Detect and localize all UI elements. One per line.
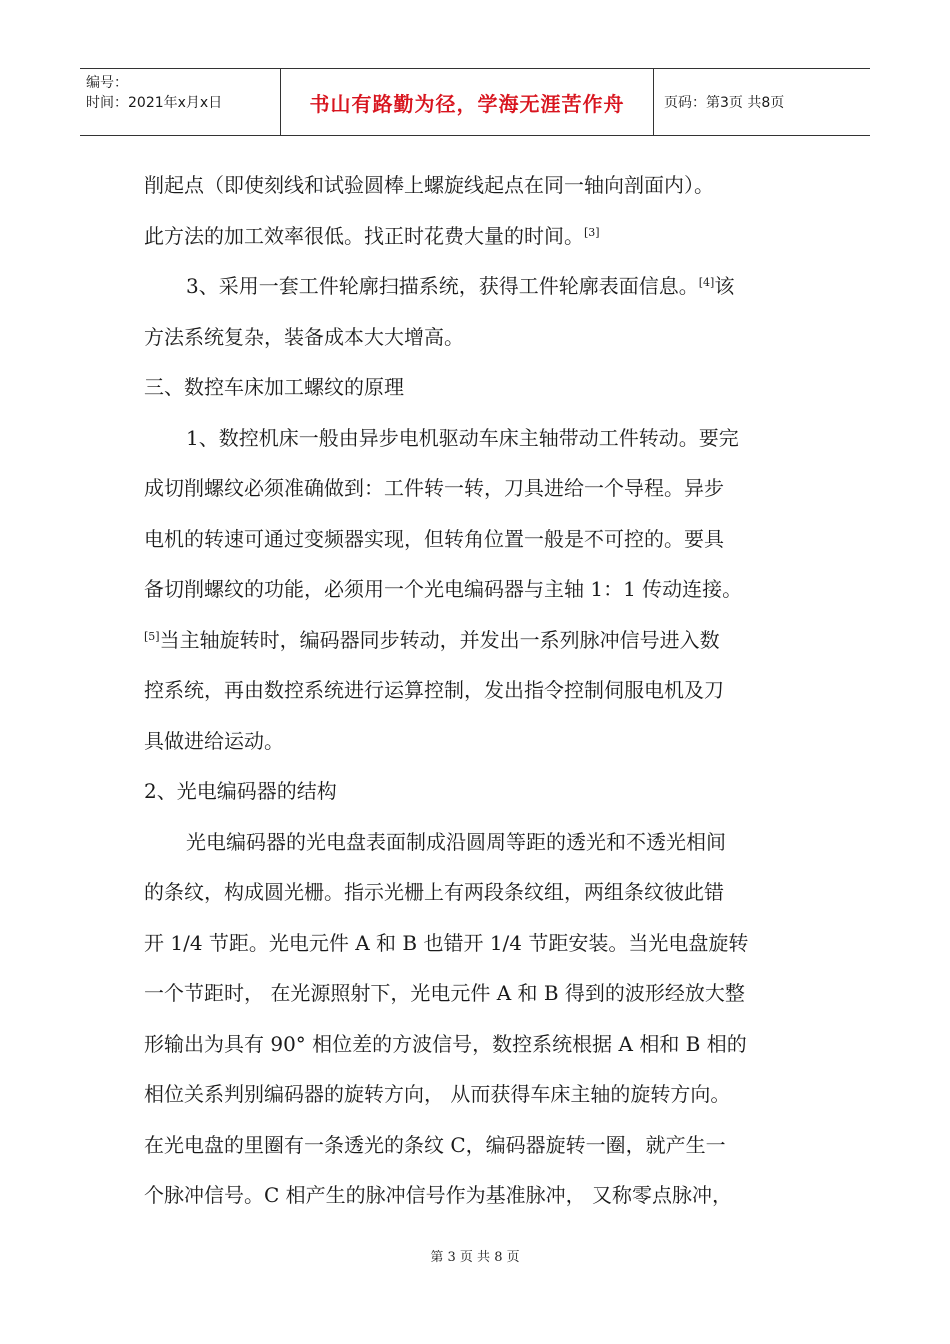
text-line <box>144 1170 808 1221</box>
text-line <box>144 1120 808 1171</box>
document-date: 时间：2021年x月x日 <box>86 95 223 111</box>
header-meta <box>80 69 280 135</box>
text-line <box>144 564 808 615</box>
line-text: 具做进给运动。 <box>144 728 284 753</box>
line-text: 控系统，再由数控系统进行运算控制，发出指令控制伺服电机及刀 <box>144 678 724 702</box>
citation-ref: [3] <box>584 225 600 239</box>
line-text: 形输出为具有 90° 相位差的方波信号，数控系统根据 A 相和 B 相的 <box>144 1031 747 1056</box>
text-line <box>144 160 808 211</box>
line-text: 电机的转速可通过变频器实现，但转角位置一般是不可控的。要具 <box>144 526 724 551</box>
text-line <box>144 413 808 464</box>
document-body <box>144 160 808 1221</box>
text-line <box>144 463 808 514</box>
line-text: 削起点（即使刻线和试验圆棒上螺旋线起点在同一轴向剖面内）。 <box>144 173 714 197</box>
header-motto: 书山有路勤为径，学海无涯苦作舟 <box>280 69 654 135</box>
text-line <box>144 362 808 413</box>
text-line <box>144 766 808 817</box>
citation-ref: [5] <box>144 629 160 643</box>
page-footer: 第 3 页 共 8 页 <box>430 1250 520 1265</box>
line-text: 一个节距时， 在光源照射下，光电元件 A 和 B 得到的波形经放大整 <box>144 981 745 1005</box>
document-number-label: 编号： <box>86 75 128 91</box>
line-text: 的条纹，构成圆光栅。指示光栅上有两段条纹组，两组条纹彼此错 <box>144 880 724 904</box>
text-line <box>144 312 808 363</box>
text-line <box>144 211 808 262</box>
line-text: 3、采用一套工件轮廓扫描系统，获得工件轮廓表面信息。 <box>186 274 699 298</box>
text-line <box>144 665 808 716</box>
line-text: 相位关系判别编码器的旋转方向， 从而获得车床主轴的旋转方向。 <box>144 1082 731 1106</box>
text-line <box>144 968 808 1019</box>
text-line <box>144 817 808 868</box>
line-text: 在光电盘的里圈有一条透光的条纹 C，编码器旋转一圈，就产生一 <box>144 1132 726 1157</box>
line-text: 开 1/4 节距。光电元件 A 和 B 也错开 1/4 节距安装。当光电盘旋转 <box>144 930 749 955</box>
citation-ref: [4] <box>698 276 715 289</box>
page-header <box>80 68 870 136</box>
line-text: 成切削螺纹必须准确做到：工件转一转，刀具进给一个导程。异步 <box>144 476 724 500</box>
text-line <box>144 615 808 666</box>
header-page-info: 页码：第3页 共8页 <box>664 95 785 111</box>
text-line <box>144 261 808 312</box>
text-line <box>144 1069 808 1120</box>
line-text: 方法系统复杂，装备成本大大增高。 <box>144 324 464 349</box>
line-text: 1、数控机床一般由异步电机驱动车床主轴带动工件转动。要完 <box>186 425 739 450</box>
line-text: 备切削螺纹的功能，必须用一个光电编码器与主轴 1：1 传动连接。 <box>144 577 743 601</box>
text-line <box>144 716 808 767</box>
line-text: 此方法的加工效率很低。找正时花费大量的时间。 <box>144 223 584 248</box>
line-text: 三、数控车床加工螺纹的原理 <box>144 375 404 399</box>
line-text-tail: 该 <box>714 274 735 298</box>
text-line <box>144 918 808 969</box>
line-text: 2、光电编码器的结构 <box>144 779 337 803</box>
text-line <box>144 514 808 565</box>
line-text: 个脉冲信号。C 相产生的脉冲信号作为基准脉冲， 又称零点脉冲， <box>144 1183 733 1207</box>
line-text: 光电编码器的光电盘表面制成沿圆周等距的透光和不透光相间 <box>186 829 726 854</box>
line-text-tail: 当主轴旋转时，编码器同步转动，并发出一系列脉冲信号进入数 <box>159 627 720 652</box>
text-line <box>144 867 808 918</box>
text-line <box>144 1019 808 1070</box>
